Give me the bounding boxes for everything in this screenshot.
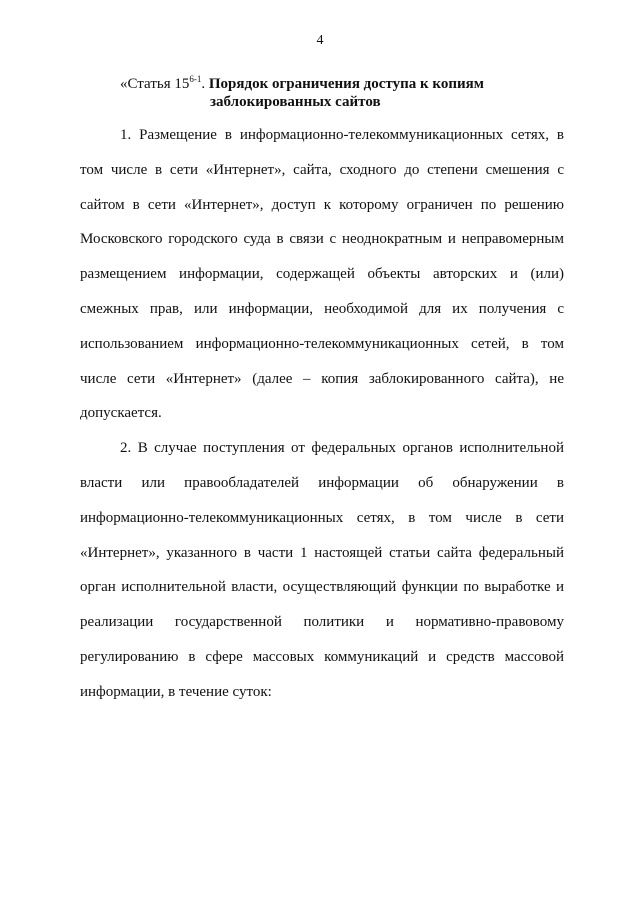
article-prefix [120,76,209,92]
article-title-line-2: заблокированных сайтов [210,94,381,110]
article-number: «Статья 15 [120,76,190,92]
article-body [80,118,564,710]
paragraph-1: 1. Размещение в информационно-телекоммуникационных сетях, в том числе в сети «Интернет», сайта, сходного до степени смешения с сайтом в сети «Интернет», доступ к которому ограничен по решению Московского городского суда в связи с неоднократным и неправомерным размещением информации, содержащей объекты авторских и (или) смежных прав, или информации, необходимой для их получения с использованием информационно-телекоммуникационных сетей, в том числе сети «Интернет» (далее – копия заблокированного сайта), не допускается. [80,127,564,422]
article-title-line-1: Порядок ограничения доступа к копиям [208,76,484,92]
article-heading [120,70,484,111]
article-prefix-suffix: . [201,76,209,92]
paragraph-2: 2. В случае поступления от федеральных органов исполнительной власти или правообладателей информации об обнаружении в информационно-телекоммуникационных сетях, в том числе в сети «Интернет», указанного в части 1 настоящей статьи сайта федеральный орган исполнительной власти, осуществляющий функции по выработке и реализации государственной политики и нормативно-правовому регулированию в сфере массовых коммуникаций и средств массовой информации, в течение суток: [80,440,564,700]
article-number-superscript: 6-1 [189,74,202,84]
page-number: 4 [316,33,324,48]
